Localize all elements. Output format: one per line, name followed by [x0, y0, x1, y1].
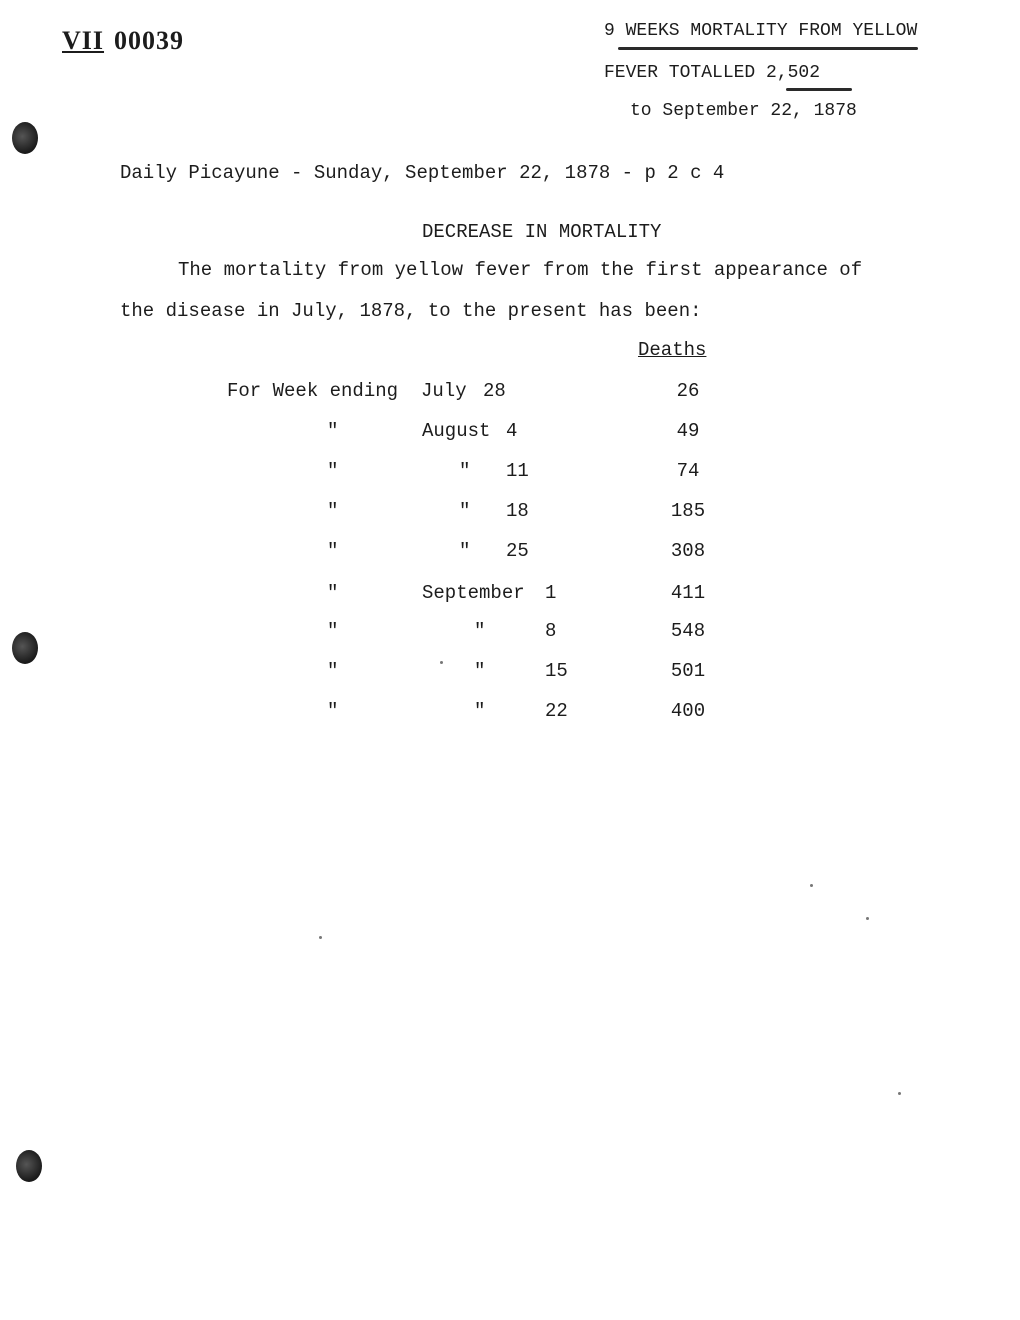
headline-underline-2	[786, 88, 852, 91]
row-day: 4	[506, 420, 518, 442]
headline-underline-1	[618, 47, 918, 50]
table-row	[0, 662, 1020, 692]
row-deaths: 501	[670, 660, 706, 682]
row-month: "	[474, 660, 486, 682]
archive-roman-numeral: VII	[62, 26, 105, 55]
row-day: 18	[506, 500, 529, 522]
table-row	[0, 584, 1020, 614]
headline-line-3: to September 22, 1878	[630, 101, 857, 121]
row-deaths: 308	[670, 540, 706, 562]
row-label: "	[327, 582, 339, 604]
row-month: August	[422, 420, 491, 442]
row-month: "	[459, 460, 471, 482]
row-month: "	[474, 620, 486, 642]
row-day: 25	[506, 540, 529, 562]
row-label: "	[327, 460, 339, 482]
row-month: "	[459, 540, 471, 562]
paragraph-line-2: the disease in July, 1878, to the present has been:	[120, 300, 702, 322]
paragraph-line-1: The mortality from yellow fever from the first appearance of	[178, 259, 863, 281]
row-label: "	[327, 660, 339, 682]
row-day: 15	[545, 660, 568, 682]
deaths-column-header: Deaths	[638, 339, 707, 361]
row-month: September	[422, 582, 525, 604]
row-day: 8	[545, 620, 557, 642]
row-month: July	[421, 380, 467, 402]
archive-number	[62, 28, 184, 54]
archive-serial: 00039	[114, 26, 185, 55]
table-row	[0, 622, 1020, 652]
row-label: "	[327, 420, 339, 442]
row-day: 28	[483, 380, 506, 402]
scan-speck	[866, 917, 869, 920]
row-label: "	[327, 500, 339, 522]
row-month: "	[459, 500, 471, 522]
row-deaths: 411	[670, 582, 706, 604]
row-deaths: 185	[670, 500, 706, 522]
scan-speck	[810, 884, 813, 887]
table-row	[0, 422, 1020, 452]
scan-speck	[898, 1092, 901, 1095]
row-deaths: 26	[676, 380, 700, 402]
row-deaths: 548	[670, 620, 706, 642]
row-day: 11	[506, 460, 529, 482]
table-row	[0, 502, 1020, 532]
row-deaths: 74	[676, 460, 700, 482]
row-deaths: 400	[670, 700, 706, 722]
row-label: "	[327, 620, 339, 642]
row-label: "	[327, 540, 339, 562]
row-day: 1	[545, 582, 557, 604]
row-deaths: 49	[676, 420, 700, 442]
row-label: For Week ending	[227, 380, 399, 402]
table-row	[0, 382, 1020, 412]
headline-line-2: FEVER TOTALLED 2,502	[604, 63, 821, 83]
row-month: "	[474, 700, 486, 722]
punch-hole-middle	[12, 632, 38, 664]
article-title: DECREASE IN MORTALITY	[422, 221, 662, 243]
table-row	[0, 462, 1020, 492]
row-label: "	[327, 700, 339, 722]
punch-hole-bottom	[16, 1150, 42, 1182]
scan-speck	[319, 936, 322, 939]
table-row	[0, 702, 1020, 732]
headline-line-1: 9 WEEKS MORTALITY FROM YELLOW	[604, 21, 918, 41]
source-citation: Daily Picayune - Sunday, September 22, 1878 - p 2 c 4	[120, 162, 725, 184]
table-row	[0, 542, 1020, 572]
scan-speck	[440, 661, 443, 664]
punch-hole-top	[12, 122, 38, 154]
row-day: 22	[545, 700, 568, 722]
